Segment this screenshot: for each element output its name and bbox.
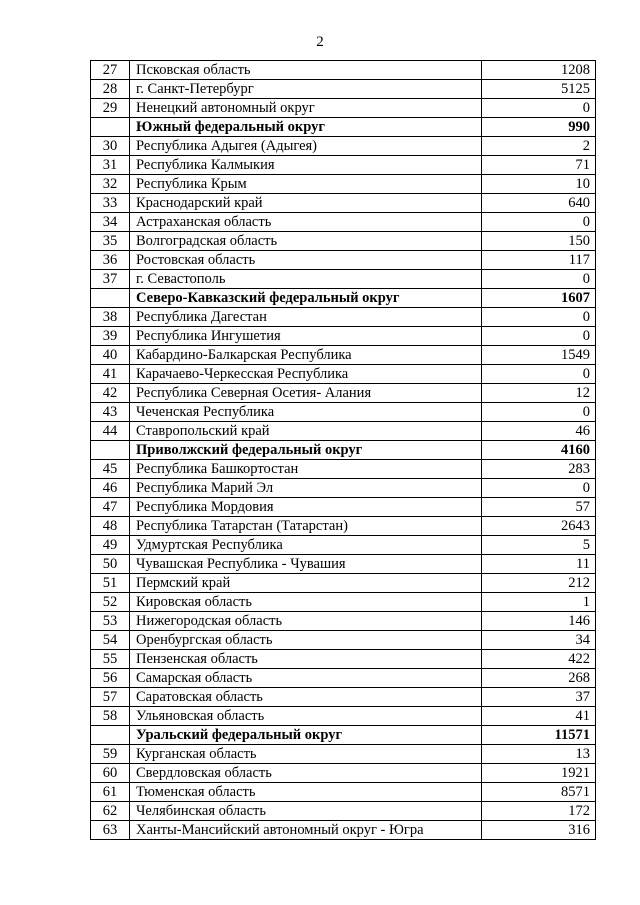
row-number: 48 [91,517,130,536]
region-value: 0 [482,99,596,118]
row-number: 60 [91,764,130,783]
table-row [91,403,596,422]
table-row [91,802,596,821]
table-row [91,821,596,840]
region-value: 1 [482,593,596,612]
region-value: 5 [482,536,596,555]
region-value: 0 [482,308,596,327]
row-number: 35 [91,232,130,251]
table-row [91,327,596,346]
region-value: 46 [482,422,596,441]
region-value: 172 [482,802,596,821]
region-value: 283 [482,460,596,479]
row-number: 52 [91,593,130,612]
table-row [91,688,596,707]
row-number [91,118,130,137]
region-name: Ульяновская область [130,707,482,726]
region-value: 0 [482,327,596,346]
row-number: 58 [91,707,130,726]
row-number: 54 [91,631,130,650]
region-name: Республика Дагестан [130,308,482,327]
region-name: Оренбургская область [130,631,482,650]
table-row [91,479,596,498]
row-number: 32 [91,175,130,194]
row-number: 39 [91,327,130,346]
table-row [91,232,596,251]
row-number: 41 [91,365,130,384]
table-row [91,745,596,764]
region-name: Республика Ингушетия [130,327,482,346]
region-name: Республика Северная Осетия- Алания [130,384,482,403]
region-name: Республика Калмыкия [130,156,482,175]
region-name: Чеченская Республика [130,403,482,422]
region-value: 212 [482,574,596,593]
district-total: 4160 [482,441,596,460]
region-name: Республика Мордовия [130,498,482,517]
row-number: 44 [91,422,130,441]
region-value: 0 [482,479,596,498]
region-name: Кировская область [130,593,482,612]
region-name: Свердловская область [130,764,482,783]
region-value: 0 [482,365,596,384]
row-number: 51 [91,574,130,593]
table-row [91,346,596,365]
table-row [91,422,596,441]
region-name: Республика Адыгея (Адыгея) [130,137,482,156]
table-row [91,194,596,213]
row-number: 62 [91,802,130,821]
district-name: Южный федеральный округ [130,118,482,137]
row-number: 45 [91,460,130,479]
row-number: 47 [91,498,130,517]
regions-table [90,60,596,840]
region-value: 37 [482,688,596,707]
district-row [91,726,596,745]
row-number: 63 [91,821,130,840]
region-name: Ненецкий автономный округ [130,99,482,118]
table-row [91,384,596,403]
row-number [91,726,130,745]
region-name: г. Санкт-Петербург [130,80,482,99]
row-number: 50 [91,555,130,574]
table-row [91,365,596,384]
region-value: 0 [482,213,596,232]
region-name: Нижегородская область [130,612,482,631]
table-row [91,536,596,555]
region-value: 57 [482,498,596,517]
row-number: 28 [91,80,130,99]
region-value: 71 [482,156,596,175]
table-row [91,80,596,99]
table-row [91,631,596,650]
region-value: 12 [482,384,596,403]
region-value: 1208 [482,61,596,80]
regions-table-body [91,61,596,840]
region-name: Чувашская Республика - Чувашия [130,555,482,574]
row-number: 56 [91,669,130,688]
region-value: 0 [482,270,596,289]
region-value: 640 [482,194,596,213]
region-value: 5125 [482,80,596,99]
table-row [91,574,596,593]
row-number: 33 [91,194,130,213]
region-value: 1549 [482,346,596,365]
row-number: 57 [91,688,130,707]
row-number: 46 [91,479,130,498]
region-value: 146 [482,612,596,631]
table-row [91,137,596,156]
row-number [91,289,130,308]
region-name: Астраханская область [130,213,482,232]
row-number: 49 [91,536,130,555]
district-row [91,118,596,137]
region-name: Республика Татарстан (Татарстан) [130,517,482,536]
region-name: Самарская область [130,669,482,688]
table-row [91,612,596,631]
region-name: Республика Крым [130,175,482,194]
table-row [91,460,596,479]
table-row [91,707,596,726]
region-name: Челябинская область [130,802,482,821]
table-row [91,308,596,327]
table-row [91,498,596,517]
region-name: Пермский край [130,574,482,593]
region-name: г. Севастополь [130,270,482,289]
row-number: 27 [91,61,130,80]
region-value: 117 [482,251,596,270]
region-value: 34 [482,631,596,650]
district-row [91,441,596,460]
region-name: Ханты-Мансийский автономный округ - Югра [130,821,482,840]
region-name: Республика Башкортостан [130,460,482,479]
region-name: Краснодарский край [130,194,482,213]
district-name: Северо-Кавказский федеральный округ [130,289,482,308]
table-row [91,251,596,270]
region-value: 11 [482,555,596,574]
row-number: 40 [91,346,130,365]
region-value: 8571 [482,783,596,802]
region-value: 41 [482,707,596,726]
district-total: 990 [482,118,596,137]
table-row [91,175,596,194]
region-name: Волгоградская область [130,232,482,251]
region-value: 316 [482,821,596,840]
table-row [91,650,596,669]
district-total: 1607 [482,289,596,308]
table-row [91,270,596,289]
region-name: Карачаево-Черкесская Республика [130,365,482,384]
region-value: 10 [482,175,596,194]
table-row [91,213,596,232]
table-row [91,593,596,612]
region-value: 2643 [482,517,596,536]
region-value: 0 [482,403,596,422]
row-number: 29 [91,99,130,118]
region-value: 13 [482,745,596,764]
table-row [91,156,596,175]
table-row [91,783,596,802]
row-number: 34 [91,213,130,232]
region-name: Ставропольский край [130,422,482,441]
region-value: 2 [482,137,596,156]
row-number: 43 [91,403,130,422]
row-number [91,441,130,460]
region-name: Удмуртская Республика [130,536,482,555]
row-number: 37 [91,270,130,289]
district-total: 11571 [482,726,596,745]
row-number: 55 [91,650,130,669]
page-number: 2 [316,34,324,50]
region-name: Саратовская область [130,688,482,707]
region-name: Пензенская область [130,650,482,669]
region-value: 150 [482,232,596,251]
row-number: 61 [91,783,130,802]
district-name: Приволжский федеральный округ [130,441,482,460]
region-name: Псковская область [130,61,482,80]
region-name: Тюменская область [130,783,482,802]
table-row [91,555,596,574]
table-row [91,764,596,783]
row-number: 42 [91,384,130,403]
table-row [91,669,596,688]
district-name: Уральский федеральный округ [130,726,482,745]
table-row [91,61,596,80]
district-row [91,289,596,308]
region-value: 1921 [482,764,596,783]
row-number: 31 [91,156,130,175]
table-row [91,99,596,118]
row-number: 30 [91,137,130,156]
region-name: Кабардино-Балкарская Республика [130,346,482,365]
region-value: 422 [482,650,596,669]
row-number: 53 [91,612,130,631]
row-number: 38 [91,308,130,327]
region-name: Ростовская область [130,251,482,270]
region-name: Курганская область [130,745,482,764]
table-row [91,517,596,536]
row-number: 59 [91,745,130,764]
region-value: 268 [482,669,596,688]
region-name: Республика Марий Эл [130,479,482,498]
row-number: 36 [91,251,130,270]
